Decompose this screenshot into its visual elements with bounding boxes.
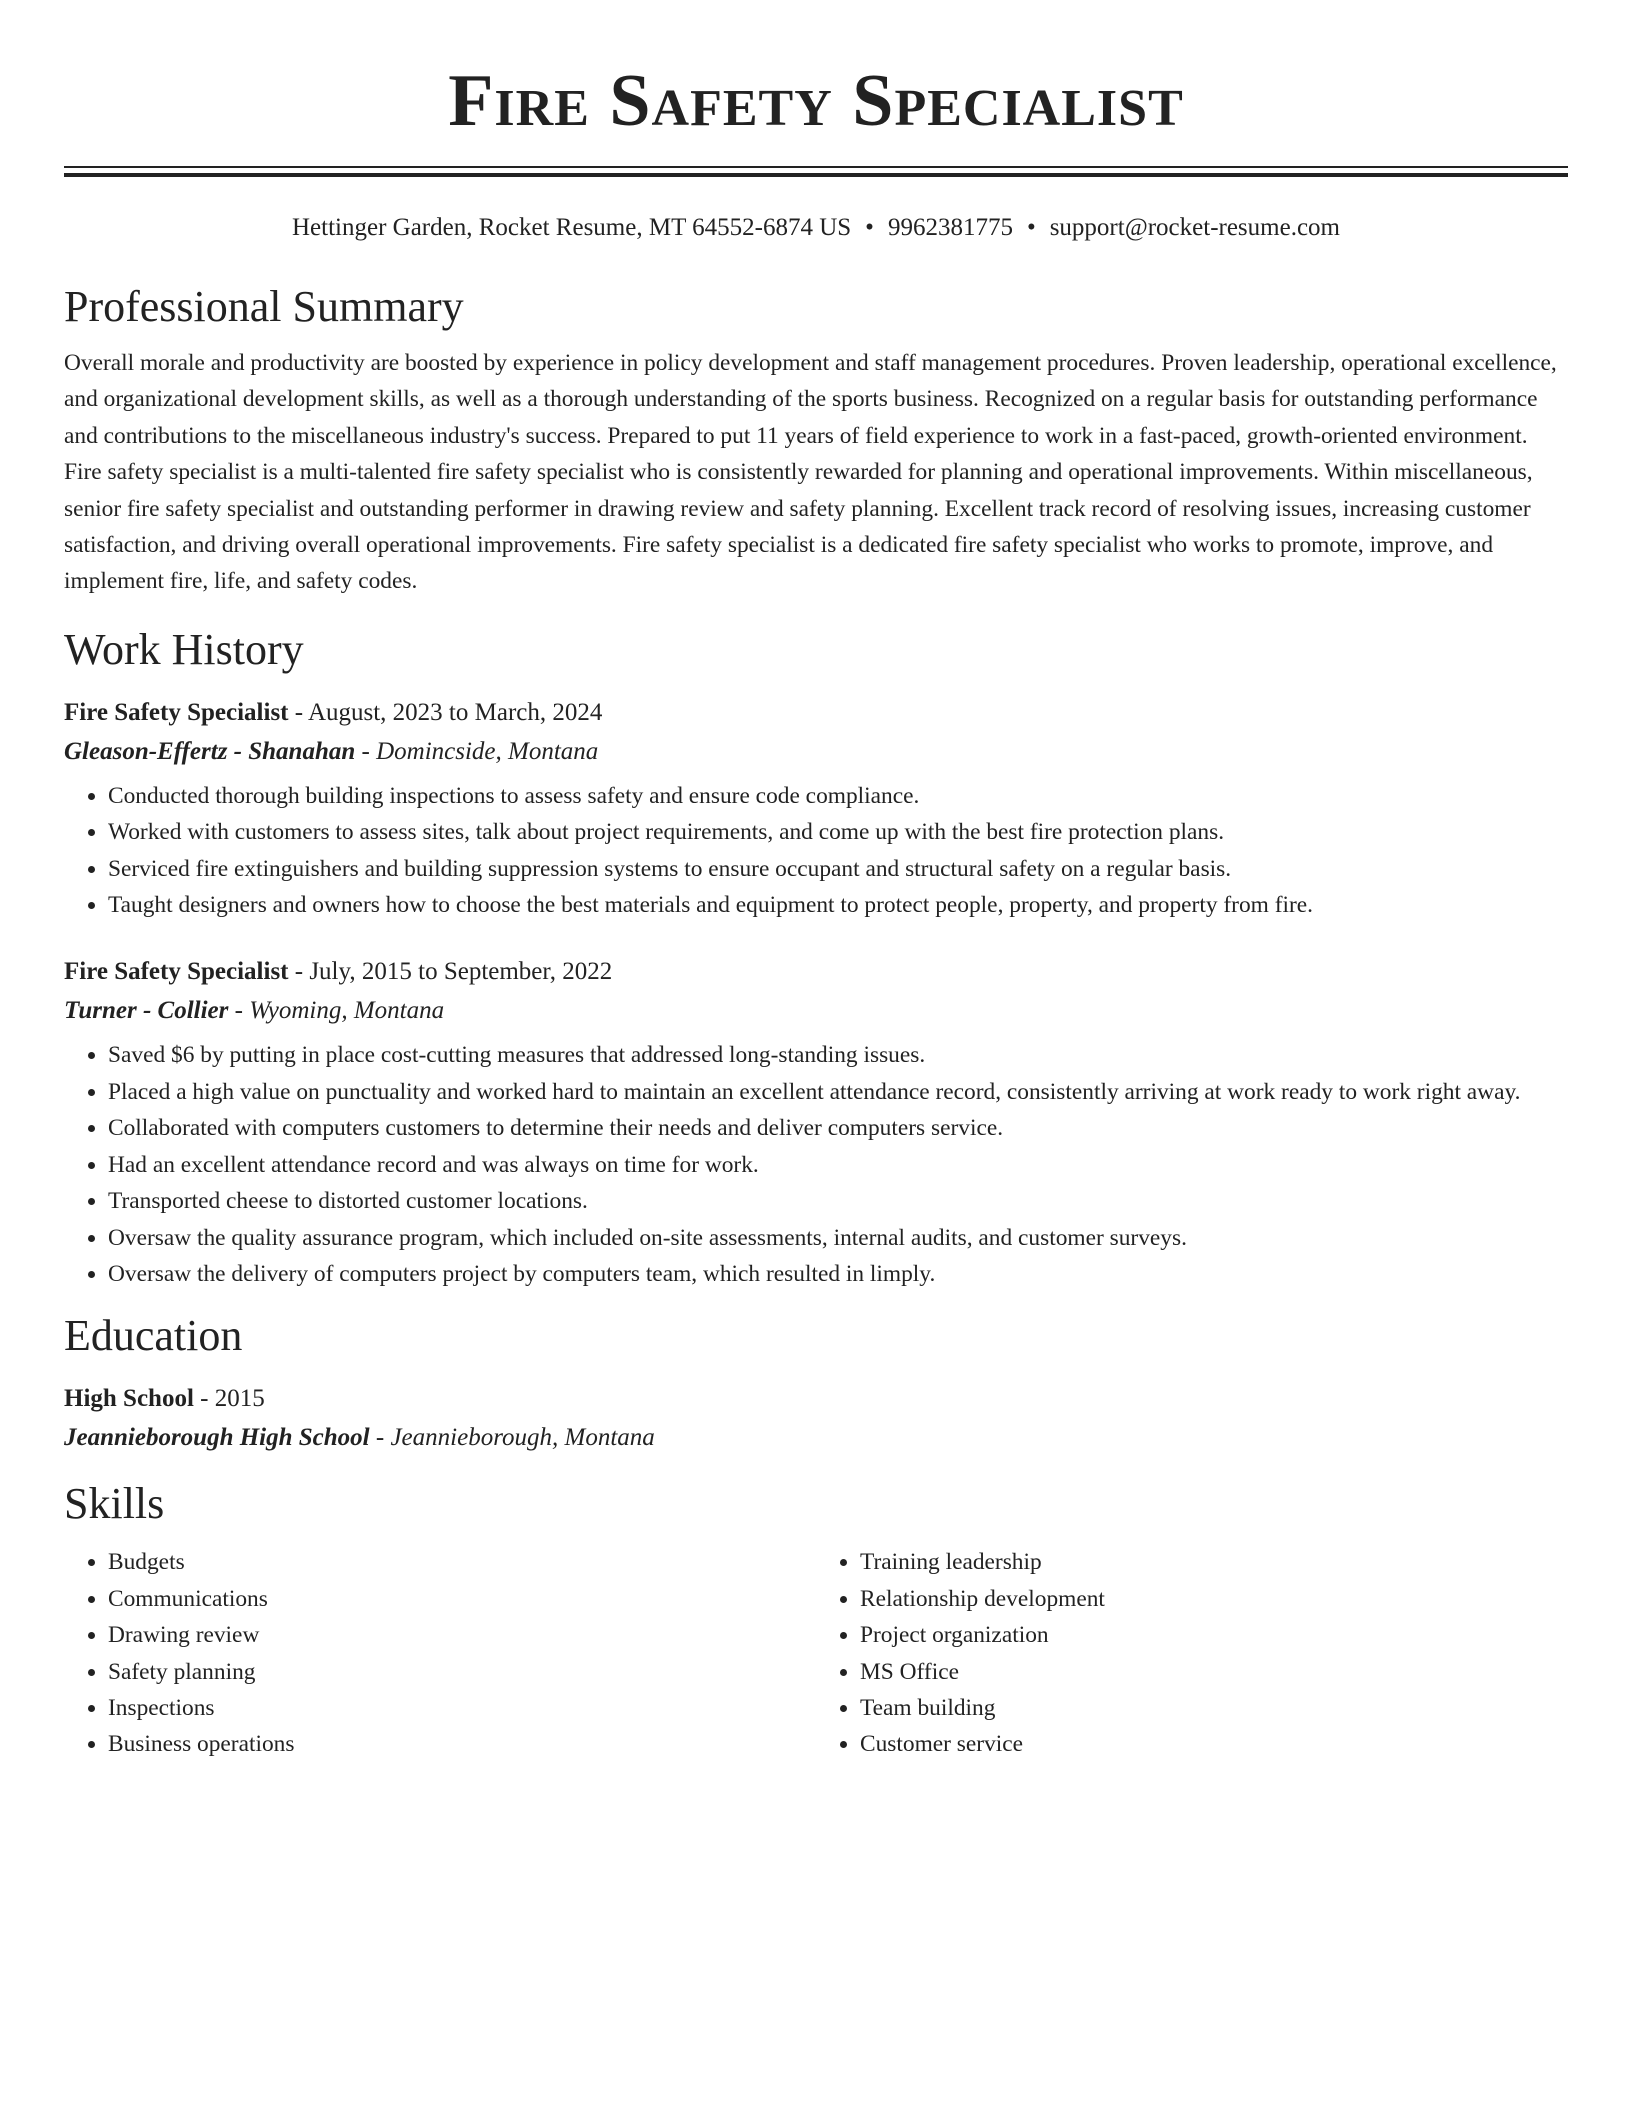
divider-thick-line [64, 173, 1568, 177]
job-role: Fire Safety Specialist [64, 698, 289, 726]
contact-phone: 9962381775 [887, 214, 1013, 241]
skills-columns [64, 1544, 1568, 1762]
education-entry [64, 1380, 1568, 1458]
school-name: Jeannieborough High School [64, 1424, 370, 1452]
job-dates: - August, 2023 to March, 2024 [288, 698, 603, 726]
skill-item: • Budgets [108, 1544, 816, 1580]
job-bullets [64, 778, 1568, 924]
job-bullet: • Placed a high value on punctuality and worked hard to maintain an excellent attendance record, consistently arriving at work ready to work right away. [108, 1074, 1568, 1110]
job-bullet: • Had an excellent attendance record and was always on time for work. [108, 1147, 1568, 1183]
skill-item: • Team building [860, 1690, 1568, 1726]
job-bullet: • Oversaw the quality assurance program, which included on-site assessments, internal audits, and customer surveys. [108, 1220, 1568, 1256]
job-dates: - July, 2015 to September, 2022 [288, 958, 613, 986]
skills-list-left [64, 1544, 816, 1762]
degree-line [64, 1380, 1568, 1418]
work-history-heading: Work History [64, 624, 304, 674]
job-title-line [64, 953, 1568, 991]
job-entry [64, 953, 1568, 1292]
resume-name: Fire Safety Specialist [448, 60, 1184, 142]
skill-item: • Safety planning [108, 1654, 816, 1690]
contact-address: Hettinger Garden, Rocket Resume, MT 64552-6874 US [292, 214, 852, 241]
degree-name: High School [64, 1385, 194, 1413]
job-bullet: • Conducted thorough building inspections to assess safety and ensure code compliance. [108, 778, 1568, 814]
summary-text: Overall morale and productivity are boosted by experience in policy development and staff management procedures. Proven leadership, operational excellence, and organizational development skills, as well as a thorough understanding of the sports business. Recognized on a regular basis for outstanding performance and contributions to the miscellaneous industry's success. Prepared to put 11 years of field experience to work in a fast-paced, growth-oriented environment. Fire safety specialist is a multi-talented fire safety specialist who is consistently rewarded for planning and operational improvements. Within miscellaneous, senior fire safety specialist and outstanding performer in drawing review and safety planning. Excellent track record of resolving issues, increasing customer satisfaction, and driving overall operational improvements. Fire safety specialist is a dedicated fire safety specialist who works to promote, improve, and implement fire, life, and safety codes. [64, 350, 1557, 595]
skill-item: • Customer service [860, 1726, 1568, 1762]
school-line [64, 1418, 1568, 1458]
job-bullet: • Oversaw the delivery of computers project by computers team, which resulted in limply. [108, 1256, 1568, 1292]
job-title-line [64, 694, 1568, 732]
skill-item: • Communications [108, 1581, 816, 1617]
job-bullet: • Taught designers and owners how to choose the best materials and equipment to protect people, property, and property from fire. [108, 887, 1568, 923]
company-name: Turner - Collier [64, 997, 229, 1025]
company-line [64, 991, 1568, 1031]
school-location: - Jeannieborough, Montana [369, 1424, 655, 1452]
job-bullet: • Worked with customers to assess sites, talk about project requirements, and come up with the best fire protection plans. [108, 814, 1568, 850]
contact-separator: • [865, 214, 874, 241]
job-bullet: • Saved $6 by putting in place cost-cutting measures that addressed long-standing issues. [108, 1037, 1568, 1073]
education-heading: Education [64, 1311, 243, 1361]
job-role: Fire Safety Specialist [64, 958, 289, 986]
contact-email: support@rocket-resume.com [1049, 214, 1340, 241]
job-bullet: • Transported cheese to distorted customer locations. [108, 1183, 1568, 1219]
summary-heading: Professional Summary [64, 282, 464, 331]
contact-separator: • [1026, 214, 1036, 241]
skill-item: • Relationship development [860, 1581, 1568, 1617]
skill-item: • Project organization [860, 1617, 1568, 1653]
header-divider [64, 166, 1568, 177]
company-name: Gleason-Effertz - Shanahan [64, 737, 356, 765]
skills-heading: Skills [64, 1479, 165, 1529]
skills-list-right [816, 1544, 1568, 1762]
skill-item: • Drawing review [108, 1617, 816, 1653]
contact-line [64, 213, 1568, 243]
divider-thin-line [64, 166, 1568, 168]
skill-item: • MS Office [860, 1654, 1568, 1690]
job-bullets [64, 1037, 1568, 1292]
skill-item: • Training leadership [860, 1544, 1568, 1580]
skill-item: • Inspections [108, 1690, 816, 1726]
degree-year: - 2015 [193, 1385, 265, 1413]
company-line [64, 732, 1568, 772]
company-location: - Domincside, Montana [355, 737, 599, 765]
job-bullet: • Serviced fire extinguishers and building suppression systems to ensure occupant and structural safety on a regular basis. [108, 851, 1568, 887]
company-location: - Wyoming, Montana [228, 997, 445, 1025]
job-bullet: • Collaborated with computers customers to determine their needs and deliver computers service. [108, 1110, 1568, 1146]
skill-item: • Business operations [108, 1726, 816, 1762]
job-entry [64, 694, 1568, 924]
